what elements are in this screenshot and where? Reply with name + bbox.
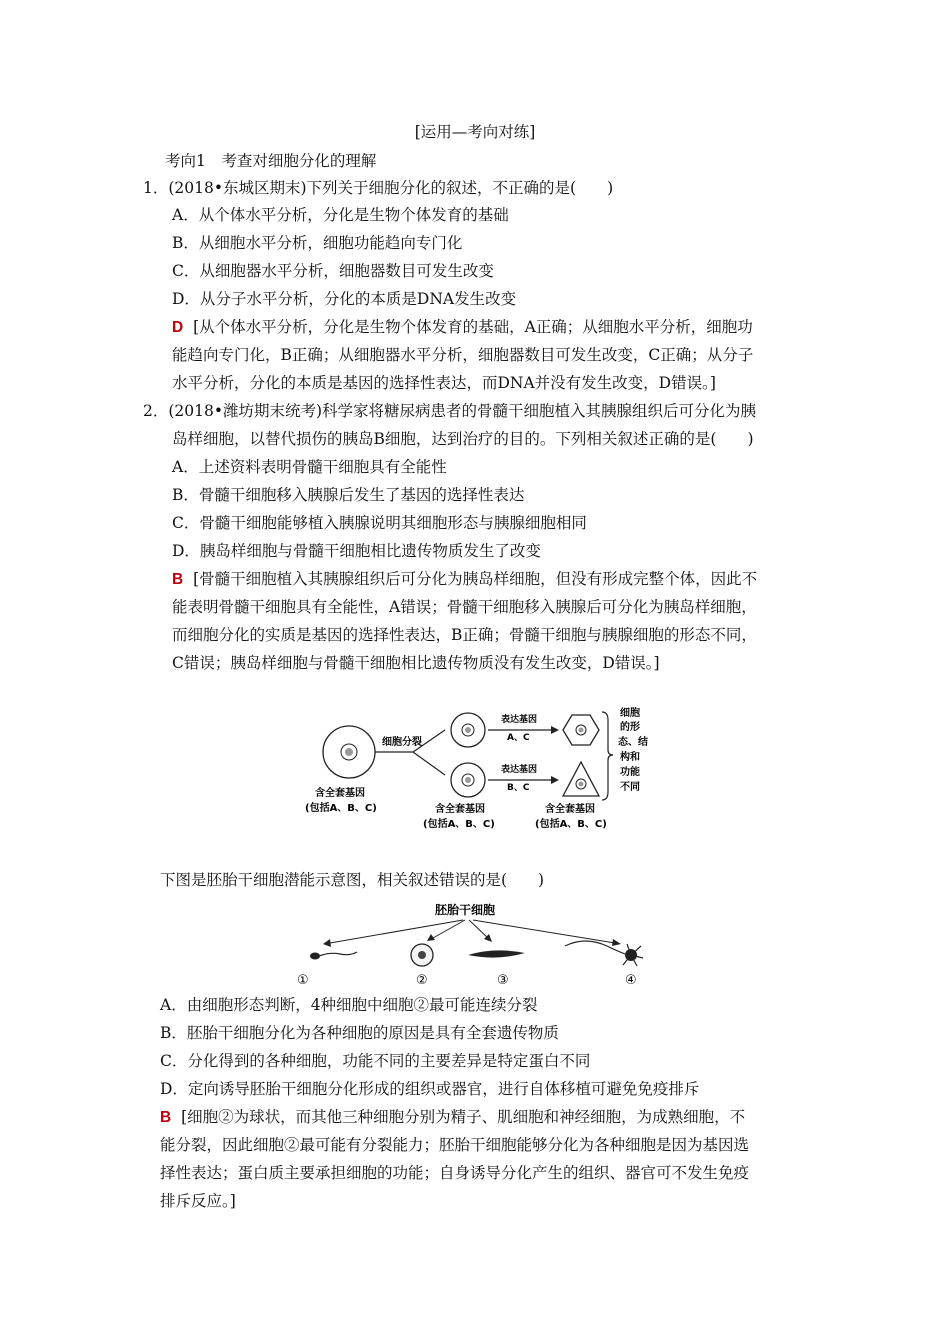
division-label: 细胞分裂 bbox=[382, 737, 422, 748]
explain-line: 能分裂，因此细胞②最可能有分裂能力；胚胎干细胞能够分化为各种细胞是因为基因选 bbox=[160, 1136, 750, 1154]
option-c: C．从细胞器水平分析，细胞器数目可发生改变 bbox=[172, 262, 494, 280]
explain-line: 排斥反应。] bbox=[160, 1192, 236, 1210]
section-title: [运用—考向对练] bbox=[414, 123, 536, 141]
hexagon-cell bbox=[563, 715, 599, 745]
mid-cell-label: 含全套基因 bbox=[435, 804, 485, 815]
label-4: ④ bbox=[625, 973, 637, 988]
question-stem: 2．(2018•潍坊期末统考)科学家将糖尿病患者的骨髓干细胞植入其胰腺组织后可分化为胰 bbox=[143, 402, 757, 420]
muscle-cell bbox=[468, 950, 525, 957]
triangle-cell bbox=[563, 762, 599, 796]
genes-ac: A、C bbox=[507, 733, 530, 743]
right-cell-label: 含全套基因 bbox=[545, 804, 595, 815]
main-cell-label: 含全套基因 bbox=[315, 788, 365, 799]
explain-line: 而细胞分化的实质是基因的选择性表达，B正确；骨髓干细胞与胰腺细胞的形态不同， bbox=[172, 626, 757, 644]
question-stem: 1．(2018•东城区期末)下列关于细胞分化的叙述，不正确的是( ) bbox=[143, 179, 614, 197]
option-a: A．由细胞形态判断，4种细胞中细胞②最可能连续分裂 bbox=[160, 996, 538, 1014]
answer-letter: B bbox=[160, 1109, 172, 1126]
answer-explanation bbox=[172, 569, 757, 590]
answer-letter: D bbox=[172, 319, 184, 336]
label-3: ③ bbox=[497, 973, 509, 988]
option-d: D．从分子水平分析，分化的本质是DNA发生改变 bbox=[172, 290, 517, 308]
cell-differentiation-diagram bbox=[295, 700, 665, 840]
round-cell bbox=[411, 944, 433, 966]
option-d: D．定向诱导胚胎干细胞分化形成的组织或器官，进行自体移植可避免免疫排斥 bbox=[160, 1080, 700, 1098]
stem-cell-title: 胚胎干细胞 bbox=[435, 903, 496, 917]
label-2: ② bbox=[416, 973, 428, 988]
label-1: ① bbox=[297, 973, 309, 988]
sperm-cell bbox=[310, 952, 357, 960]
express-genes-label: 表达基因 bbox=[501, 715, 538, 725]
explain-line: 能趋向专门化，B正确；从细胞器水平分析，细胞器数目可发生改变，C正确；从分子 bbox=[172, 346, 754, 364]
explain-line: [骨髓干细胞植入其胰腺组织后可分化为胰岛样细胞，但没有形成完整个体，因此不 bbox=[193, 570, 758, 588]
explain-line: 水平分析，分化的本质是基因的选择性表达，而DNA并没有发生改变，D错误。] bbox=[172, 374, 716, 392]
option-b: B．骨髓干细胞移入胰腺后发生了基因的选择性表达 bbox=[172, 486, 525, 504]
daughter-cell-bottom bbox=[451, 763, 485, 797]
answer-explanation bbox=[172, 317, 753, 338]
kaoxiang-heading: 考向1 考查对细胞分化的理解 bbox=[165, 152, 377, 170]
genes-bc: B、C bbox=[507, 783, 530, 793]
answer-letter: B bbox=[172, 571, 184, 588]
option-c: C．分化得到的各种细胞，功能不同的主要差异是特定蛋白不同 bbox=[160, 1052, 591, 1070]
main-cell bbox=[323, 726, 375, 778]
express-genes-label: 表达基因 bbox=[501, 765, 538, 775]
explain-line: [细胞②为球状，而其他三种细胞分别为精子、肌细胞和神经细胞，为成熟细胞，不 bbox=[181, 1108, 746, 1126]
right-cell-sublabel: (包括A、B、C) bbox=[535, 819, 607, 830]
nerve-cell bbox=[565, 941, 643, 966]
main-cell-sublabel: (包括A、B、C) bbox=[305, 803, 377, 814]
option-b: B．从细胞水平分析，细胞功能趋向专门化 bbox=[172, 234, 463, 252]
explain-line: 能表明骨髓干细胞具有全能性，A错误；骨髓干细胞移入胰腺后可分化为胰岛样细胞， bbox=[172, 598, 757, 616]
explain-line: C错误；胰岛样细胞与骨髓干细胞相比遗传物质没有发生改变，D错误。] bbox=[172, 654, 660, 672]
option-c: C．骨髓干细胞能够植入胰腺说明其细胞形态与胰腺细胞相同 bbox=[172, 514, 587, 532]
mid-cell-sublabel: (包括A、B、C) bbox=[423, 819, 495, 830]
answer-explanation bbox=[160, 1107, 745, 1128]
explain-line: [从个体水平分析，分化是生物个体发育的基础，A正确；从细胞水平分析，细胞功 bbox=[193, 318, 753, 336]
daughter-cell-top bbox=[451, 713, 485, 747]
question-stem-cont: 岛样细胞，以替代损伤的胰岛B细胞，达到治疗的目的。下列相关叙述正确的是( ) bbox=[172, 430, 754, 448]
option-a: A．上述资料表明骨髓干细胞具有全能性 bbox=[172, 458, 447, 476]
question-3-stem: 下图是胚胎干细胞潜能示意图，相关叙述错误的是( ) bbox=[160, 871, 545, 889]
result-text: 细胞 的形 态、结 构和 功能 不同 bbox=[618, 708, 648, 793]
stem-cell-diagram bbox=[285, 898, 665, 988]
explain-line: 择性表达；蛋白质主要承担细胞的功能；自身诱导分化产生的组织、器官可不发生免疫 bbox=[160, 1164, 750, 1182]
option-d: D．胰岛样细胞与骨髓干细胞相比遗传物质发生了改变 bbox=[172, 542, 541, 560]
option-b: B．胚胎干细胞分化为各种细胞的原因是具有全套遗传物质 bbox=[160, 1024, 559, 1042]
option-a: A．从个体水平分析，分化是生物个体发育的基础 bbox=[172, 206, 509, 224]
